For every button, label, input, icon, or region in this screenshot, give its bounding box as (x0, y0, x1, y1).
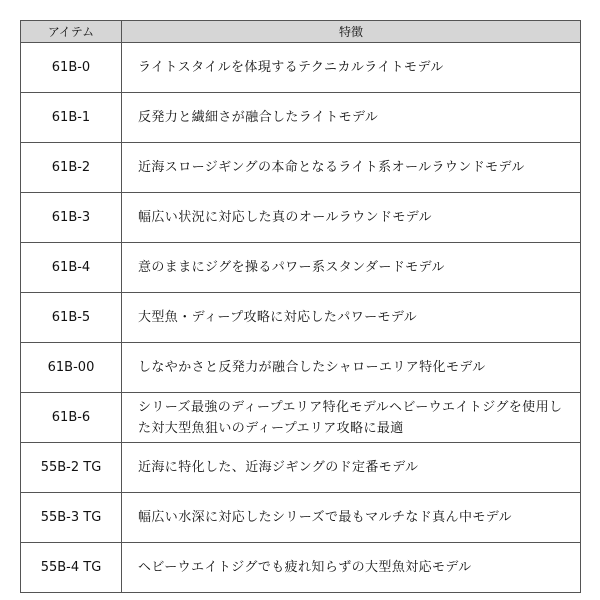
header-item: アイテム (21, 21, 122, 43)
feature-cell: 反発力と繊細さが融合したライトモデル (122, 93, 581, 143)
table-row (21, 293, 581, 343)
feature-cell: シリーズ最強のディープエリア特化モデルヘビーウエイトジグを使用した対大型魚狙いのディープエリア攻略に最適 (122, 393, 581, 443)
feature-cell: 幅広い水深に対応したシリーズで最もマルチなド真ん中モデル (122, 493, 581, 543)
table-row (21, 43, 581, 93)
feature-cell: 近海に特化した、近海ジギングのド定番モデル (122, 443, 581, 493)
item-cell: 55B-3 TG (21, 493, 122, 543)
item-cell: 61B-5 (21, 293, 122, 343)
item-cell: 61B-6 (21, 393, 122, 443)
table-row (21, 243, 581, 293)
table-row (21, 193, 581, 243)
item-cell: 61B-4 (21, 243, 122, 293)
item-cell: 61B-2 (21, 143, 122, 193)
feature-cell: 幅広い状況に対応した真のオールラウンドモデル (122, 193, 581, 243)
feature-cell: 意のままにジグを操るパワー系スタンダードモデル (122, 243, 581, 293)
table-row (21, 543, 581, 593)
item-cell: 55B-2 TG (21, 443, 122, 493)
table-row (21, 493, 581, 543)
table-row (21, 93, 581, 143)
table-row (21, 393, 581, 443)
table-row (21, 143, 581, 193)
feature-cell: 大型魚・ディープ攻略に対応したパワーモデル (122, 293, 581, 343)
feature-cell: しなやかさと反発力が融合したシャローエリア特化モデル (122, 343, 581, 393)
item-cell: 61B-00 (21, 343, 122, 393)
table-row (21, 343, 581, 393)
item-cell: 61B-0 (21, 43, 122, 93)
header-feature: 特徴 (122, 21, 581, 43)
item-cell: 61B-1 (21, 93, 122, 143)
table-header-row (21, 21, 581, 43)
feature-cell: ヘビーウエイトジグでも疲れ知らずの大型魚対応モデル (122, 543, 581, 593)
item-cell: 55B-4 TG (21, 543, 122, 593)
item-cell: 61B-3 (21, 193, 122, 243)
spec-table (20, 20, 581, 593)
table-row (21, 443, 581, 493)
feature-cell: 近海スロージギングの本命となるライト系オールラウンドモデル (122, 143, 581, 193)
spec-table-container (20, 20, 580, 593)
feature-cell: ライトスタイルを体現するテクニカルライトモデル (122, 43, 581, 93)
